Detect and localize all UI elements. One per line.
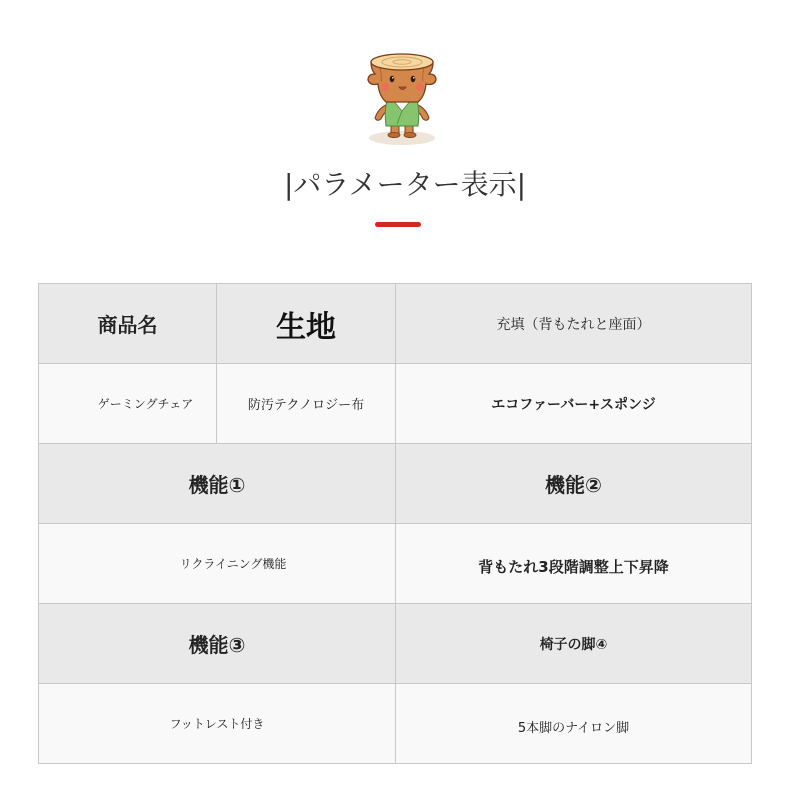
header-function-1 (39, 444, 396, 524)
mascot-left-cheek (381, 83, 389, 91)
value-function-1 (39, 524, 396, 604)
value-fabric (217, 364, 396, 444)
mascot-right-eye (411, 76, 416, 82)
mascot-stump-top (371, 54, 433, 70)
cell-text: 生地 (276, 309, 336, 345)
header-fabric (217, 284, 396, 364)
cell-text: 5本脚のナイロン脚 (517, 721, 630, 736)
value-product-name (39, 364, 217, 444)
mascot-shadow (369, 131, 435, 145)
header-function-2 (396, 444, 752, 524)
mascot-left-foot (388, 132, 400, 137)
cell-text: リクライニング機能 (179, 557, 287, 571)
cell-text: ゲーミングチェア (97, 397, 194, 411)
header-function-3 (39, 604, 396, 684)
cell-text: 機能① (188, 473, 246, 497)
header-filling (396, 284, 752, 364)
value-function-2 (396, 524, 752, 604)
parameter-table (38, 283, 752, 764)
cell-text: 機能② (545, 473, 602, 497)
title-accent-bar (375, 222, 421, 227)
tree-stump-mascot-icon (360, 46, 448, 150)
cell-text: エコファーバー+スポンジ (491, 396, 656, 413)
value-chair-legs (396, 684, 752, 764)
cell-text: 商品名 (97, 313, 158, 337)
cell-text: フットレスト付き (169, 717, 265, 731)
cell-text: 椅子の脚④ (539, 636, 608, 653)
mascot-right-cheek (416, 83, 424, 91)
cell-text: 充填（背もたれと座面） (496, 316, 651, 333)
cell-text: 背もたれ3段階調整上下昇降 (478, 558, 669, 576)
mascot-right-foot (404, 132, 416, 137)
header-chair-legs (396, 604, 752, 684)
value-function-3 (39, 684, 396, 764)
cell-text: 防汚テクノロジー布 (247, 398, 365, 413)
cell-text: 機能③ (188, 633, 246, 657)
value-filling (396, 364, 752, 444)
page-title: |パラメーター表示| (283, 168, 527, 201)
mascot-left-eye (390, 76, 395, 82)
header-product-name (39, 284, 217, 364)
